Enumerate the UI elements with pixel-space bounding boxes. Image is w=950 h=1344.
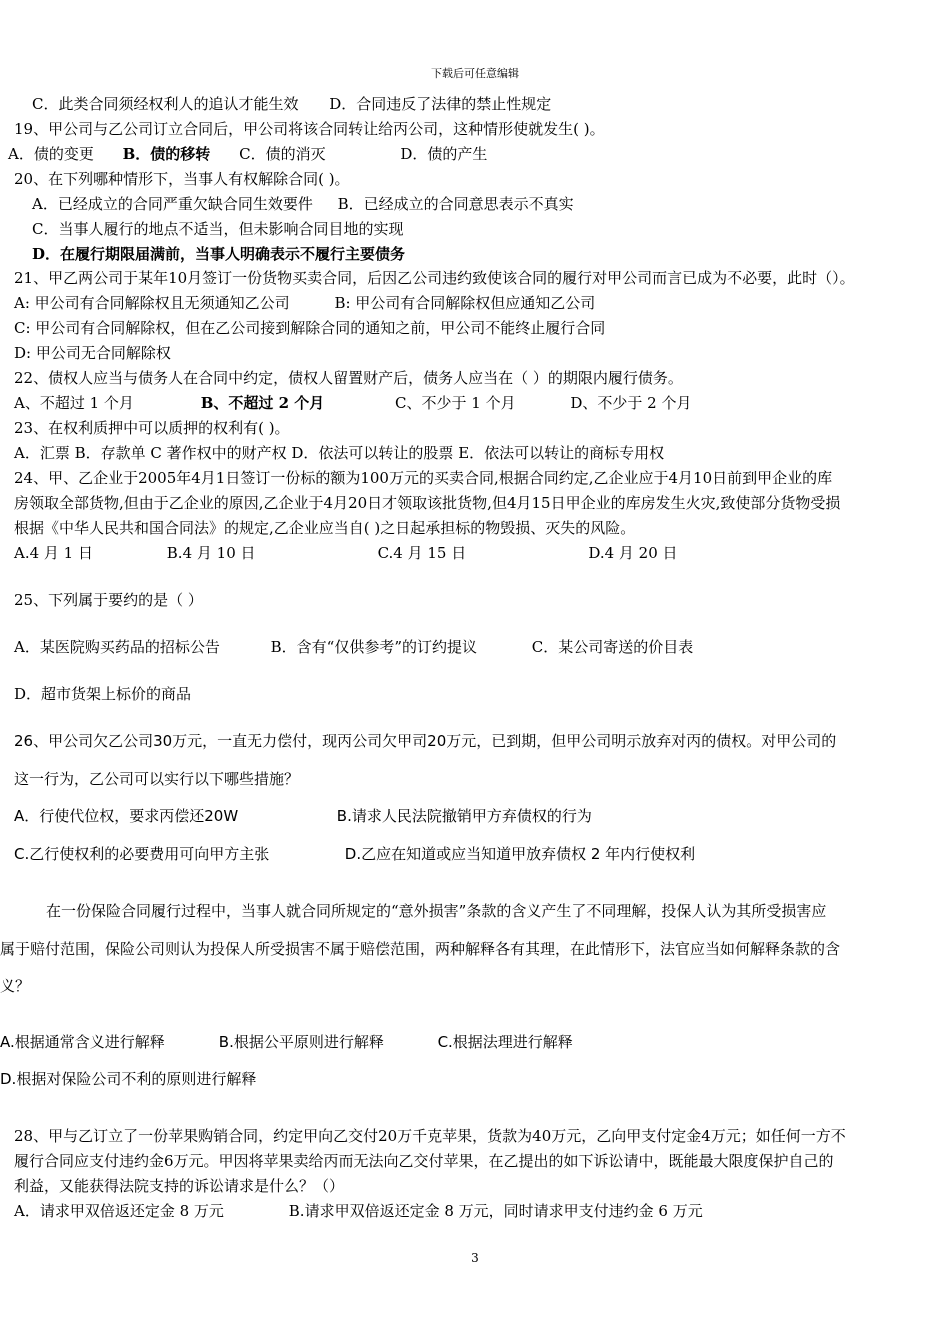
question-23: 23、在权利质押中可以质押的权利有( )。 <box>14 419 290 437</box>
option-line <box>32 94 551 114</box>
option-b: B．已经成立的合同意思表示不真实 <box>337 195 574 213</box>
option-b-answer: B．债的移转 <box>122 145 211 163</box>
question-19-options <box>8 144 487 164</box>
option-b-answer: B、不超过 2 个月 <box>200 394 325 412</box>
question-28-line-2: 履行合同应支付违约金6万元。甲因将苹果卖给丙而无法向乙交付苹果，在乙提出的如下诉讼请中，既能最大限度保护自己的 <box>14 1152 834 1170</box>
option-c: C.4 月 15 日 <box>377 544 467 562</box>
question-24-line-1: 24、甲、乙企业于2005年4月1日签订一份标的额为100万元的买卖合同,根据合同约定,乙企业应于4月10日前到甲企业的库 <box>14 469 833 487</box>
question-22-options <box>14 393 692 413</box>
question-20-option-c: C．当事人履行的地点不适当，但未影响合同目地的实现 <box>32 220 404 238</box>
question-26-line-1: 26、甲公司欠乙公司30万元，一直无力偿付，现丙公司欠甲司20万元，已到期，但甲公司明示放弃对丙的债权。对甲公司的 <box>14 732 837 750</box>
page-number: 3 <box>471 1251 479 1265</box>
question-24-line-2: 房领取全部货物,但由于乙企业的原因,乙企业于4月20日才领取该批货物,但4月15日甲企业的库房发生火灾,致使部分货物受损 <box>14 494 841 512</box>
question-25: 25、下列属于要约的是（ ） <box>14 591 203 609</box>
option-a: A、不超过 1 个月 <box>14 394 134 412</box>
option-c: C、不少于 1 个月 <box>395 394 516 412</box>
question-26-options-ab <box>14 806 592 826</box>
question-26-options-cd <box>14 844 695 864</box>
option-b: B．含有“仅供参考”的订约提议 <box>270 638 477 656</box>
page-header: 下载后可任意编辑 <box>431 67 519 80</box>
option-c: C.乙行使权利的必要费用可向甲方主张 <box>14 845 270 863</box>
question-25-options-abc <box>14 637 693 657</box>
option-b: B.请求甲双倍返还定金 8 万元，同时请求甲支付违约金 6 万元 <box>288 1202 703 1220</box>
option-b: B.4 月 10 日 <box>166 544 256 562</box>
question-20: 20、在下列哪种情形下，当事人有权解除合同( )。 <box>14 170 350 188</box>
option-a: A.4 月 1 日 <box>14 544 93 562</box>
question-27-line-1: 在一份保险合同履行过程中，当事人就合同所规定的“意外损害”条款的含义产生了不同理解，投保人认为其所受损害应 <box>46 902 827 920</box>
question-28-line-1: 28、甲与乙订立了一份苹果购销合同，约定甲向乙交付20万千克苹果，货款为40万元，乙向甲支付定金4万元；如任何一方不 <box>14 1127 846 1145</box>
option-d: D.乙应在知道或应当知道甲放弃债权 2 年内行使权利 <box>344 845 696 863</box>
question-21: 21、甲乙两公司于某年10月签订一份货物买卖合同，后因乙公司违约致使该合同的履行对甲公司而言已成为不必要，此时（）。 <box>14 269 855 287</box>
question-27-line-3: 义？ <box>0 977 31 995</box>
question-23-options: A．汇票 B．存款单 C 著作权中的财产权 D．依法可以转让的股票 E．依法可以转让的商标专用权 <box>14 444 665 462</box>
question-25-option-d <box>14 684 191 704</box>
option-d: D、不少于 2 个月 <box>570 394 692 412</box>
option-a: A: 甲公司有合同解除权且无须通知乙公司 <box>14 294 290 312</box>
option-a: A．某医院购买药品的招标公告 <box>14 638 220 656</box>
question-27-options-abc <box>0 1032 573 1052</box>
question-22: 22、债权人应当与债务人在合同中约定，债权人留置财产后，债务人应当在（ ）的期限内履行债务。 <box>14 369 683 387</box>
option-c: C.根据法理进行解释 <box>437 1033 573 1051</box>
option-a: A．请求甲双倍返还定金 8 万元 <box>14 1202 224 1220</box>
option-a: A.根据通常含义进行解释 <box>0 1033 165 1051</box>
question-21-option-d: D: 甲公司无合同解除权 <box>14 344 171 362</box>
option-a: A．已经成立的合同严重欠缺合同生效要件 <box>32 195 313 213</box>
question-21-option-c: C: 甲公司有合同解除权，但在乙公司接到解除合同的通知之前，甲公司不能终止履行合同 <box>14 319 606 337</box>
question-27-option-d: D.根据对保险公司不利的原则进行解释 <box>0 1070 257 1088</box>
option-c: C．债的消灭 <box>239 145 326 163</box>
option-a: A．行使代位权，要求丙偿还20W <box>14 807 239 825</box>
option-d: D.4 月 20 日 <box>588 544 678 562</box>
question-20-option-d-answer: D．在履行期限届满前，当事人明确表示不履行主要债务 <box>32 245 406 263</box>
question-20-options-ab <box>32 194 574 214</box>
option-b: B: 甲公司有合同解除权但应通知乙公司 <box>334 294 596 312</box>
question-24-line-3: 根据《中华人民共和国合同法》的规定,乙企业应当自( )之日起承担标的物毁损、灭失的风险。 <box>14 519 636 537</box>
option-a: A．债的变更 <box>8 145 94 163</box>
option-c: C．某公司寄送的价目表 <box>531 638 694 656</box>
question-21-options-ab <box>14 293 595 313</box>
question-27-line-2: 属于赔付范围，保险公司则认为投保人所受损害不属于赔偿范围，两种解释各有其理，在此情形下，法官应当如何解释条款的含 <box>0 940 841 958</box>
question-28-line-3: 利益，又能获得法院支持的诉讼请求是什么？（） <box>14 1177 345 1195</box>
option-b: B.根据公平原则进行解释 <box>218 1033 384 1051</box>
question-19: 19、甲公司与乙公司订立合同后，甲公司将该合同转让给丙公司，这种情形使就发生( )。 <box>14 120 605 138</box>
option-b: B.请求人民法院撤销甲方弃债权的行为 <box>336 807 592 825</box>
question-28-options <box>14 1201 703 1221</box>
option-d: D．债的产生 <box>400 145 488 163</box>
option-d: D．合同违反了法律的禁止性规定 <box>329 95 552 113</box>
question-24-options <box>14 543 678 563</box>
question-26-line-2: 这一行为，乙公司可以实行以下哪些措施？ <box>14 770 300 788</box>
option-d-answer: D．超市货架上标价的商品 <box>14 685 192 703</box>
option-c: C．此类合同须经权利人的追认才能生效 <box>32 95 299 113</box>
